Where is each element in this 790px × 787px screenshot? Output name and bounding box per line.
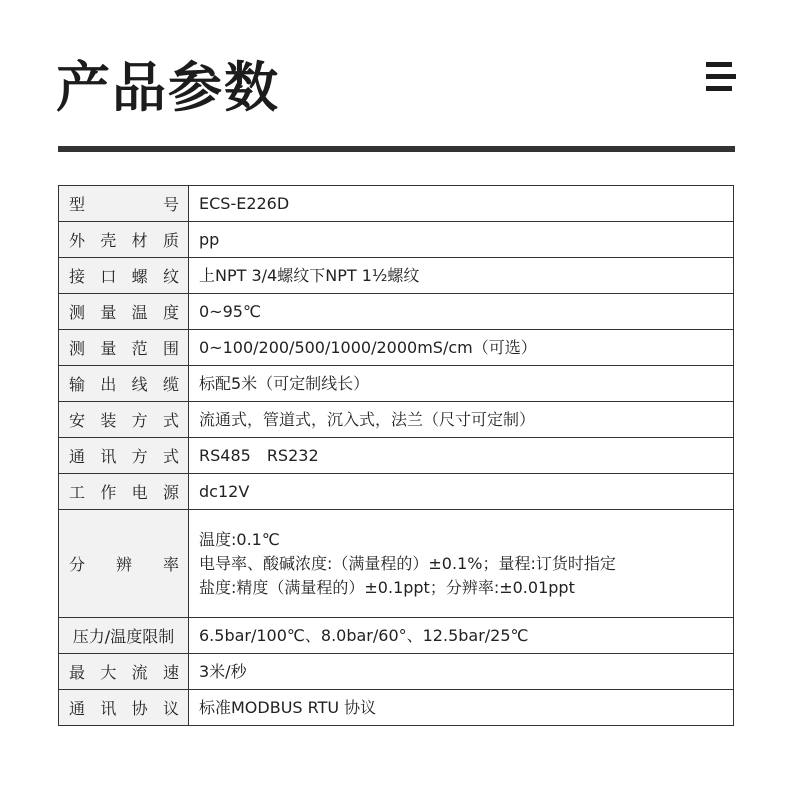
table-row <box>59 654 734 690</box>
table-row <box>59 474 734 510</box>
spec-value <box>189 510 734 618</box>
spec-value: dc12V <box>189 474 734 510</box>
spec-value-line: 温度:0.1℃ <box>199 529 280 549</box>
spec-label-char: 工 <box>69 483 86 502</box>
spec-label <box>59 654 189 690</box>
spec-value: 0~95℃ <box>189 294 734 330</box>
spec-label-char: 通 <box>69 699 86 718</box>
spec-label-char: 电 <box>131 483 148 502</box>
spec-label <box>59 186 189 222</box>
spec-value-line: 盐度:精度（满量程的）±0.1ppt；分辨率:±0.01ppt <box>199 577 575 597</box>
spec-label-char: 型 <box>69 195 86 214</box>
spec-label <box>59 258 189 294</box>
spec-label <box>59 294 189 330</box>
menu-bar <box>706 62 732 67</box>
spec-label-char: 度 <box>162 303 179 322</box>
table-row <box>59 402 734 438</box>
spec-label-char: 测 <box>69 339 86 358</box>
spec-label <box>59 222 189 258</box>
table-row <box>59 258 734 294</box>
spec-value: 6.5bar/100℃、8.0bar/60°、12.5bar/25℃ <box>189 618 734 654</box>
table-row <box>59 618 734 654</box>
spec-label-char: 通 <box>69 447 86 466</box>
spec-label <box>59 690 189 726</box>
spec-label-char: 口 <box>100 267 117 286</box>
spec-table <box>58 185 734 726</box>
spec-label-char: 安 <box>69 411 86 430</box>
spec-label-char: 范 <box>131 339 148 358</box>
spec-label-char: 讯 <box>100 447 117 466</box>
spec-label-char: 流 <box>131 663 148 682</box>
spec-label-char: 量 <box>100 303 117 322</box>
table-row <box>59 366 734 402</box>
spec-label-char: 式 <box>162 447 179 466</box>
spec-label-char: 议 <box>162 699 179 718</box>
spec-label-char: 围 <box>162 339 179 358</box>
spec-label-char: 讯 <box>100 699 117 718</box>
table-row <box>59 186 734 222</box>
spec-value: RS485 RS232 <box>189 438 734 474</box>
spec-label-char: 大 <box>100 663 117 682</box>
spec-label-char: 作 <box>100 483 117 502</box>
spec-value: 0~100/200/500/1000/2000mS/cm（可选） <box>189 330 734 366</box>
title-divider <box>58 146 735 152</box>
spec-label-char: 最 <box>69 663 86 682</box>
spec-value: 3米/秒 <box>189 654 734 690</box>
spec-label <box>59 510 189 618</box>
spec-label <box>59 402 189 438</box>
spec-label-char: 辨 <box>115 555 132 574</box>
spec-label-char: 式 <box>162 411 179 430</box>
spec-value: pp <box>189 222 734 258</box>
spec-label-char: 接 <box>69 267 86 286</box>
menu-bar <box>706 86 732 91</box>
spec-label-char: 缆 <box>162 375 179 394</box>
spec-value-line: 电导率、酸碱浓度:（满量程的）±0.1%；量程:订货时指定 <box>199 553 616 573</box>
spec-label-char: 输 <box>69 375 86 394</box>
spec-label-char: 方 <box>131 447 148 466</box>
spec-label-char: 材 <box>131 231 148 250</box>
spec-label <box>59 366 189 402</box>
spec-value: 标准MODBUS RTU 协议 <box>189 690 734 726</box>
spec-label-char: 率 <box>162 555 179 574</box>
spec-label-char: 源 <box>162 483 179 502</box>
spec-label-char: 壳 <box>100 231 117 250</box>
spec-label <box>59 474 189 510</box>
spec-label-char: 线 <box>131 375 148 394</box>
table-row <box>59 510 734 618</box>
spec-label-text: 压力/温度限制 <box>72 627 175 646</box>
spec-label-char: 测 <box>69 303 86 322</box>
spec-label-char: 外 <box>69 231 86 250</box>
table-row <box>59 438 734 474</box>
spec-label-char: 号 <box>162 195 179 214</box>
table-row <box>59 222 734 258</box>
spec-label-char: 出 <box>100 375 117 394</box>
spec-label-char: 纹 <box>162 267 179 286</box>
spec-label-char: 质 <box>162 231 179 250</box>
spec-value: 上NPT 3/4螺纹下NPT 1½螺纹 <box>189 258 734 294</box>
spec-value: 流通式，管道式，沉入式，法兰（尺寸可定制） <box>189 402 734 438</box>
spec-label-char: 量 <box>100 339 117 358</box>
spec-label <box>59 438 189 474</box>
spec-label-char: 温 <box>131 303 148 322</box>
spec-label-char: 分 <box>69 555 86 574</box>
spec-label-char: 装 <box>100 411 117 430</box>
spec-value: 标配5米（可定制线长） <box>189 366 734 402</box>
spec-value: ECS-E226D <box>189 186 734 222</box>
table-row <box>59 330 734 366</box>
spec-label-char: 速 <box>162 663 179 682</box>
menu-bar <box>706 74 736 79</box>
spec-label <box>59 330 189 366</box>
table-row <box>59 294 734 330</box>
menu-icon[interactable] <box>706 60 736 96</box>
table-row <box>59 690 734 726</box>
page-title: 产品参数 <box>56 56 280 119</box>
spec-label-char: 螺 <box>131 267 148 286</box>
spec-label-char: 协 <box>131 699 148 718</box>
spec-label-char: 方 <box>131 411 148 430</box>
spec-label <box>59 618 189 654</box>
